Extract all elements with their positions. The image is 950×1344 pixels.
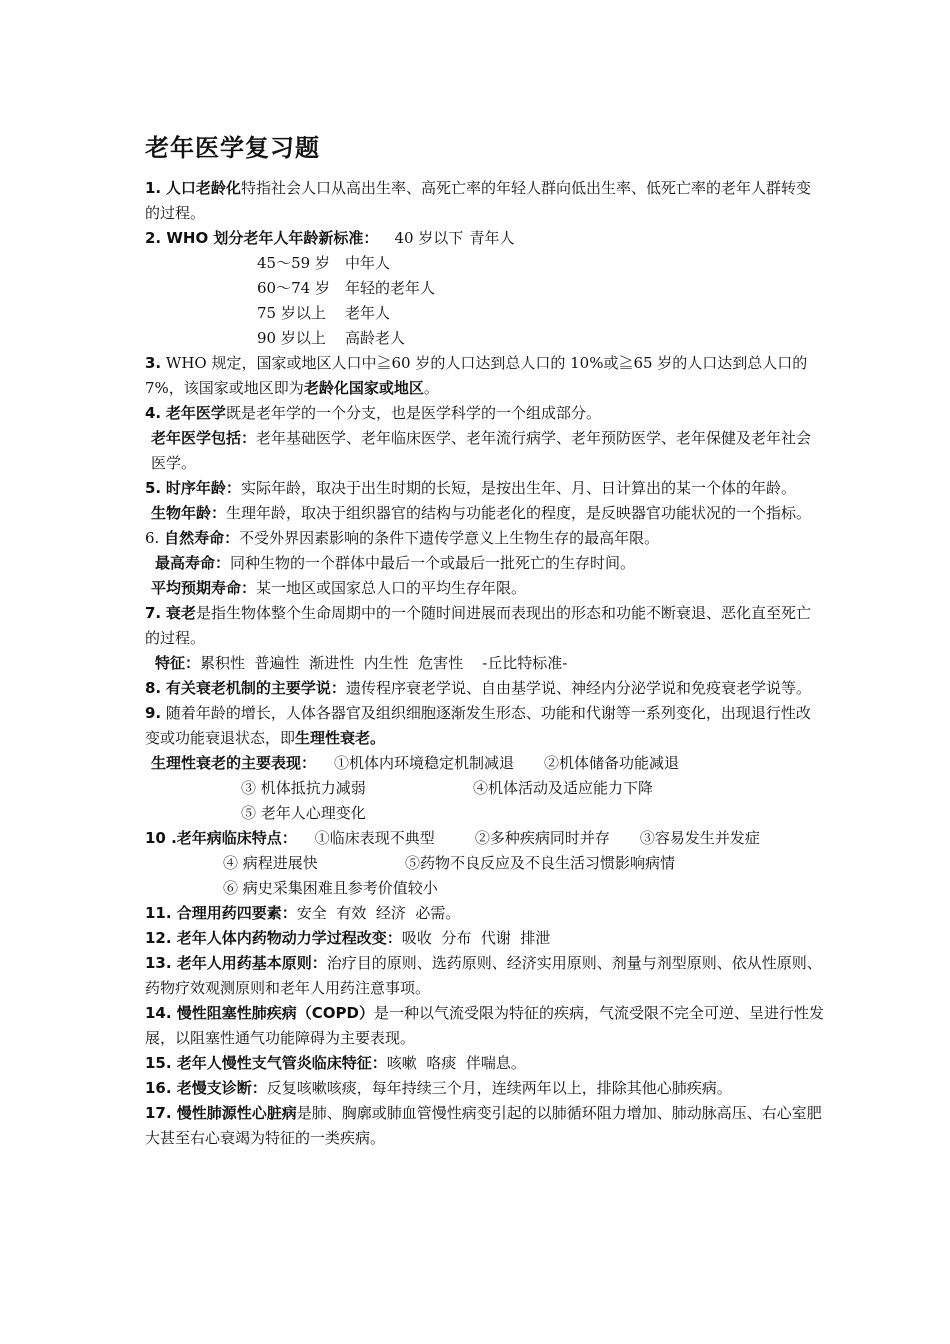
item-10-list: ④ 病程进展快 ⑤药物不良反应及不良生活习惯影响病情 <box>223 854 676 872</box>
item-14: 14. 慢性阻塞性肺疾病（COPD）是一种以气流受限为特征的疾病，气流受限不完全可逆、呈进行性发展，以阻塞性通气功能障碍为主要表现。 <box>145 1004 825 1047</box>
item-1: 1. 人口老龄化特指社会人口从高出生率、高死亡率的年轻人群向低出生率、低死亡率的老年人群转变的过程。 <box>145 179 811 222</box>
age-row: 75 岁以上 老年人 <box>257 304 391 322</box>
item-15: 15. 老年人慢性支气管炎临床特征：咳嗽 咯痰 伴喘息。 <box>145 1054 526 1072</box>
item-6: 6. 自然寿命：不受外界因素影响的条件下遗传学意义上生物生存的最高年限。 <box>145 529 660 547</box>
document-page <box>145 130 825 1151</box>
item-3: 3. WHO 规定，国家或地区人口中≧60 岁的人口达到总人口的 10%或≧65 岁的人口达到总人口的 7%，该国家或地区即为老龄化国家或地区。 <box>145 354 808 397</box>
item-7: 7. 衰老是指生物体整个生命周期中的一个随时间进展而表现出的形态和功能不断衰退、恶化直至死亡的过程。 <box>145 604 811 647</box>
item-7-sub: 特征：累积性 普遍性 渐进性 内生性 危害性 -丘比特标准- <box>155 654 568 672</box>
age-row: 45～59 岁 中年人 <box>257 254 391 272</box>
item-10-list: ⑥ 病史采集困难且参考价值较小 <box>223 879 438 897</box>
term: 人口老龄化 <box>165 179 241 197</box>
item-13: 13. 老年人用药基本原则：治疗目的原则、选药原则、经济实用原则、剂量与剂型原则、依从性原则、药物疗效观测原则和老年人用药注意事项。 <box>145 954 822 997</box>
item-5: 5. 时序年龄：实际年龄，取决于出生时期的长短，是按出生年、月、日计算出的某一个体的年龄。 <box>145 479 796 497</box>
item-5-sub: 生物年龄：生理年龄，取决于组织器官的结构与功能老化的程度，是反映器官功能状况的一个指标。 <box>151 504 812 522</box>
item-6-sub: 最高寿命：同种生物的一个群体中最后一个或最后一批死亡的生存时间。 <box>155 554 636 572</box>
item-16: 16. 老慢支诊断：反复咳嗽咳痰，每年持续三个月，连续两年以上，排除其他心肺疾病。 <box>145 1079 732 1097</box>
age-row: 60～74 岁 年轻的老年人 <box>257 279 436 297</box>
item-4-sub: 老年医学包括：老年基础医学、老年临床医学、老年流行病学、老年预防医学、老年保健及老年社会医学。 <box>151 429 812 472</box>
item-17: 17. 慢性肺源性心脏病是肺、胸廓或肺血管慢性病变引起的以肺循环阻力增加、肺动脉高压、右心室肥大甚至右心衰竭为特征的一类疾病。 <box>145 1104 822 1147</box>
item-12: 12. 老年人体内药物动力学过程改变：吸收 分布 代谢 排泄 <box>145 929 551 947</box>
page-title: 老年医学复习题 <box>145 134 320 162</box>
item-6-sub: 平均预期寿命：某一地区或国家总人口的平均生存年限。 <box>151 579 527 597</box>
item-4: 4. 老年医学既是老年学的一个分支，也是医学科学的一个组成部分。 <box>145 404 601 422</box>
item-9: 9. 随着年龄的增长，人体各器官及组织细胞逐渐发生形态、功能和代谢等一系列变化，出现退行性改变或功能衰退状态，即生理性衰老。 <box>145 704 811 747</box>
item-10: 10 .老年病临床特点： ①临床表现不典型 ②多种疾病同时并存 ③容易发生并发症 <box>145 829 760 847</box>
age-row: 90 岁以上 高龄老人 <box>257 329 406 347</box>
item-11: 11. 合理用药四要素：安全 有效 经济 必需。 <box>145 904 461 922</box>
item-9-sub: 生理性衰老的主要表现： ①机体内环境稳定机制减退 ②机体储备功能减退 <box>151 754 680 772</box>
item-9-list: ⑤ 老年人心理变化 <box>241 804 366 822</box>
item-2: 2. WHO 划分老年人年龄新标准： 40 岁以下 青年人 45～59 岁 中年人 60～74 岁 年轻的老年人 75 岁以上 老年人 90 岁以上 高龄老人 <box>145 226 825 351</box>
item-8: 8. 有关衰老机制的主要学说：遗传程序衰老学说、自由基学说、神经内分泌学说和免疫衰老学说等。 <box>145 679 811 697</box>
item-9-list: ③ 机体抵抗力减弱 ④机体活动及适应能力下降 <box>241 779 654 797</box>
